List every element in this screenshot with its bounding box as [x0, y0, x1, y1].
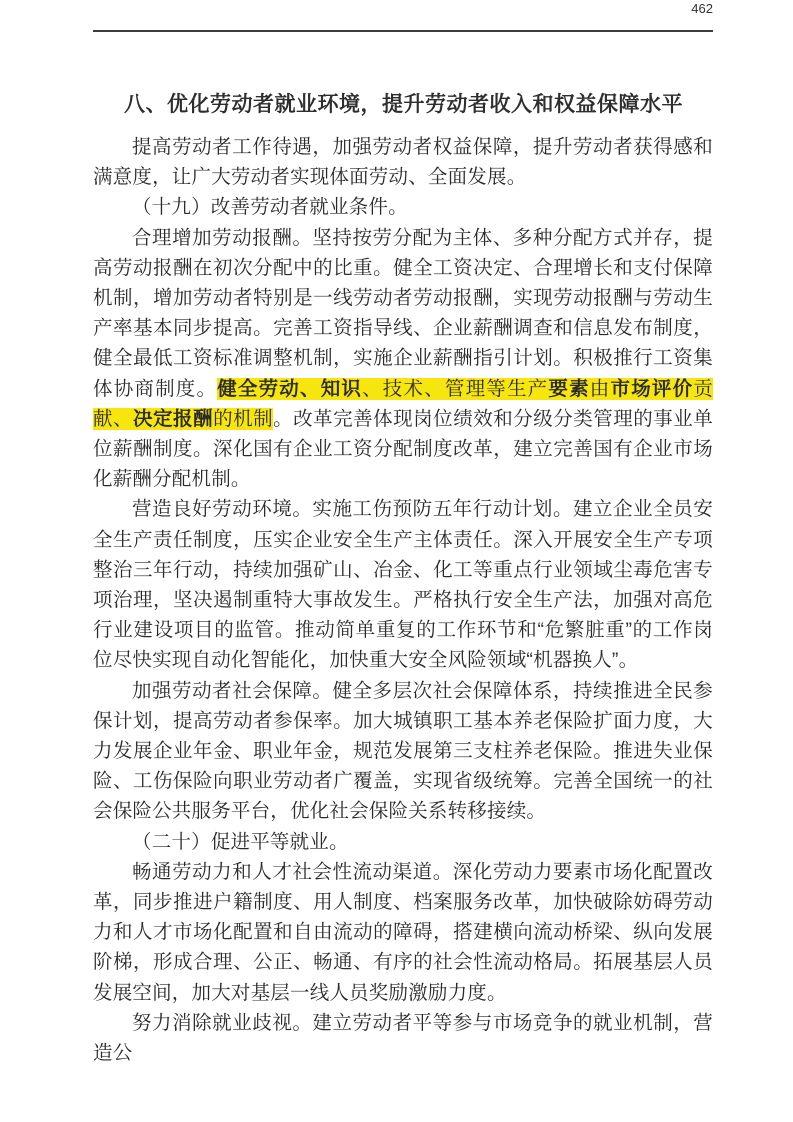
document-body — [93, 90, 713, 1068]
text-segment: 合理增加劳动报酬。坚持按劳分配为主体、多种分配方式并存，提高劳动报酬在初次分配中的比重。健全工资决定、合理增长和支付保障机制，增加劳动者特别是一线劳动者劳动报酬，实现劳动报酬与劳动生产率基本同步提高。完善工资指导线、企业薪酬调查和信息发布制度，健全最低工资标准调整机制，实施企业薪酬指引计划。积极推行工资集体协商制度。 — [93, 226, 713, 400]
section-heading: 八、优化劳动者就业环境，提升劳动者收入和权益保障水平 — [124, 93, 683, 116]
text-segment: 提高劳动者工作待遇，加强劳动者权益保障，提升劳动者获得感和满意度，让广大劳动者实现体面劳动、全面发展。 — [93, 136, 713, 189]
highlighted-segment: 贡献、 — [93, 377, 713, 430]
paragraph — [93, 494, 713, 675]
text-segment: 营造良好劳动环境。实施工伤预防五年行动计划。建立企业全员安全生产责任制度，压实企业安全生产主体责任。深入开展安全生产专项整治三年行动，持续加强矿山、冶金、化工等重点行业领域尘毒危害专项治理，坚决遏制重特大事故发生。严格执行安全生产法，加强对高危行业建设项目的监管。推动简单重复的工作环节和“危繁脏重”的工作岗位尽快实现自动化智能化，加快重大安全风险领域“机器换人”。 — [93, 498, 713, 672]
text-segment: 。改革完善体现岗位绩效和分级分类管理的事业单位薪酬制度。深化国有企业工资分配制度改革，建立完善国有企业市场化薪酬分配机制。 — [93, 407, 713, 491]
paragraph — [93, 192, 713, 222]
text-segment: （二十）促进平等就业。 — [132, 830, 349, 853]
paragraph — [93, 857, 713, 1008]
paragraph — [93, 223, 713, 495]
highlighted-segment: 的机制 — [213, 407, 274, 430]
paragraphs — [93, 132, 713, 1068]
text-segment: 努力消除就业歧视。建立劳动者平等参与市场竞争的就业机制，营造公 — [93, 1011, 713, 1065]
highlighted-segment: 要素 — [548, 377, 590, 400]
header-rule — [93, 30, 713, 32]
highlighted-segment: 健全劳动、知识 — [217, 377, 363, 400]
paragraph — [93, 827, 713, 857]
text-segment: （十九）改善劳动者就业条件。 — [132, 196, 408, 219]
highlighted-segment: 由 — [589, 377, 611, 400]
highlighted-segment: 市场评价 — [610, 377, 694, 400]
text-segment: 加强劳动者社会保障。健全多层次社会保障体系，持续推进全民参保计划，提高劳动者参保率。加大城镇职工基本养老保险扩面力度，大力发展企业年金、职业年金，规范发展第三支柱养老保险。推进失业保险、工伤保险向职业劳动者广覆盖，实现省级统筹。完善全国统一的社会保险公共服务平台，优化社会保险关系转移接续。 — [93, 679, 713, 823]
paragraph — [93, 132, 713, 192]
text-segment: 畅通劳动力和人才社会性流动渠道。深化劳动力要素市场化配置改革，同步推进户籍制度、用人制度、档案服务改革，加快破除妨碍劳动力和人才市场化配置和自由流动的障碍，搭建横向流动桥梁、纵向发展阶梯，形成合理、公正、畅通、有序的社会性流动格局。拓展基层人员发展空间，加大对基层一线人员奖励激励力度。 — [93, 860, 713, 1004]
highlighted-segment: 决定报酬 — [133, 407, 214, 430]
highlighted-segment: 、技术、管理等生产 — [362, 377, 549, 400]
page-number: 462 — [691, 1, 713, 16]
paragraph — [93, 676, 713, 827]
paragraph — [93, 1008, 713, 1068]
